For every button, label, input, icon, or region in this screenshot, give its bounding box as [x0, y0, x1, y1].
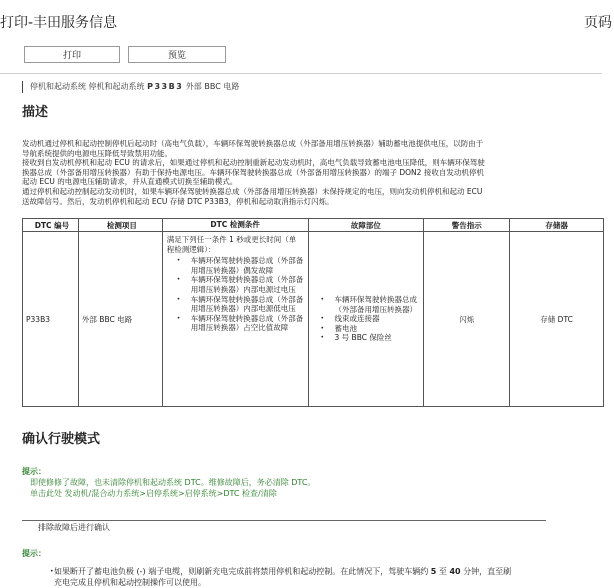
toolbar — [24, 46, 226, 63]
condition-item: • 车辆环保驾驶转换器总成（外部备用增压转换器）占空比值故障 — [177, 314, 304, 333]
description-line: 换器总成（外部备用增压转换器）有助于保持电源电压。车辆环保驾驶转换器总成（外部备用增压转换器）的端子 DON2 接收自发动机停机 — [22, 167, 484, 177]
trouble-area-item: • 线束或连接器 — [321, 314, 420, 324]
battery-note-line1 — [54, 566, 614, 577]
battery-note-line2: 充电完成且停机和起动控制操作可以使用。 — [54, 578, 206, 587]
breadcrumb-item: 停机和起动系统 — [30, 82, 86, 91]
column-header-trouble-area: 故障部位 — [308, 219, 424, 232]
column-header-detection-condition: DTC 检测条件 — [162, 219, 308, 232]
note-number: 40 — [449, 567, 461, 576]
bullet-icon: • — [50, 568, 54, 575]
description-text — [22, 139, 607, 206]
page-label: 页码 — [584, 15, 612, 31]
condition-item: • 车辆环保驾驶转换器总成（外部备用增压转换器）偶发故障 — [177, 256, 304, 275]
breadcrumb-item: 外部 BBC 电路 — [185, 82, 240, 91]
cell-detection-item: 外部 BBC 电路 — [78, 232, 162, 407]
table-row — [23, 232, 604, 407]
column-header-memory: 存储器 — [510, 219, 604, 232]
condition-intro: 满足下列任一条件 1 秒或更长时间（单程检测逻辑）： — [166, 235, 297, 254]
description-line: 发动机通过停机和起动控制停机后起动时（高电气负载），车辆环保驾驶转换器总成（外部备用增压转换器）辅助蓄电池提供电压，以防由于 — [22, 139, 484, 148]
divider — [0, 73, 602, 74]
battery-note — [50, 566, 614, 588]
cell-memory: 存储 DTC — [510, 232, 604, 407]
hint-link-prefix: 单击此处 — [30, 489, 62, 498]
note-number: 5 — [430, 567, 437, 576]
description-line: 接收到自发动机停机和起动 ECU 的请求后，如果通过停机和起动控制重新起动发动机时，高电气负载导致蓄电池电压降低，则车辆环保驾驶 — [22, 158, 485, 168]
condition-item: • 车辆环保驾驶转换器总成（外部备用增压转换器）内部电源低电压 — [177, 295, 304, 314]
trouble-area-item: • 蓄电池 — [321, 324, 420, 334]
hint-link-line — [30, 488, 277, 499]
print-button[interactable]: 打印 — [24, 46, 120, 63]
column-header-warning: 警告指示 — [424, 219, 510, 232]
cell-trouble-area — [308, 232, 424, 407]
description-line: 送故障信号。然后，发动机停机和起动 ECU 存储 DTC P33B3，停机和起动取消指示灯闪烁。 — [22, 196, 334, 206]
column-header-dtc-code: DTC 编号 — [23, 219, 79, 232]
note-text: 分钟，直至刷 — [463, 567, 512, 576]
description-line: 通过停机和起动控制起动发动机时，如果车辆环保驾驶转换器总成（外部备用增压转换器）未保持规定的电压，则向发动机停机和起动 ECU — [22, 186, 483, 196]
table-header-row — [23, 219, 604, 232]
trouble-area-list — [313, 295, 420, 343]
cell-warning: 闪烁 — [424, 232, 510, 407]
note-text: 至 — [438, 567, 447, 576]
trouble-area-item: • 车辆环保驾驶转换器总成（外部备用增压转换器） — [321, 295, 420, 314]
dtc-check-clear-link[interactable]: 发动机/混合动力系统>启停系统>启停系统>DTC 检查/清除 — [64, 489, 277, 498]
hint-label-2: 提示： — [22, 549, 46, 558]
dtc-table — [22, 218, 604, 407]
preview-button[interactable]: 预览 — [128, 46, 226, 63]
trouble-area-item: • 3 号 BBC 保险丝 — [321, 333, 420, 343]
breadcrumb-dtc-code: P33B3 — [147, 82, 184, 91]
breadcrumb — [22, 81, 239, 93]
condition-item: • 车辆环保驾驶转换器总成（外部备用增压转换器）内部电源过电压 — [177, 275, 304, 294]
title-bar — [0, 0, 612, 38]
confirm-heading: 确认行驶模式 — [22, 432, 101, 447]
subhead-confirm-after-fix: 排除故障后进行确认 — [38, 523, 110, 532]
app-title: 打印-丰田服务信息 — [0, 15, 118, 31]
description-line: 导航系统提供的电源电压降低导致禁用功能。 — [22, 148, 172, 158]
note-text: 如果断开了蓄电池负极 (-) 端子电缆，则刷新充电完成前将禁用停机和起动控制。在此情况下，驾驶车辆约 — [54, 567, 429, 576]
column-header-detection-item: 检测项目 — [78, 219, 162, 232]
description-line: 起动 ECU 的电源电压辅助请求，并从直通模式切换至辅助模式。 — [22, 177, 238, 187]
description-heading: 描述 — [22, 105, 49, 120]
subhead-divider — [22, 520, 546, 521]
hint-label: 提示： — [22, 467, 46, 476]
hint-line: 即使修修了故障，也未清除停机和起动系统 DTC。维修故障后，务必清除 DTC。 — [30, 478, 316, 487]
cell-dtc-code: P33B3 — [23, 232, 79, 407]
breadcrumb-item: 停机和起动系统 — [88, 82, 145, 91]
cell-detection-condition — [162, 232, 308, 407]
condition-list — [167, 256, 304, 333]
